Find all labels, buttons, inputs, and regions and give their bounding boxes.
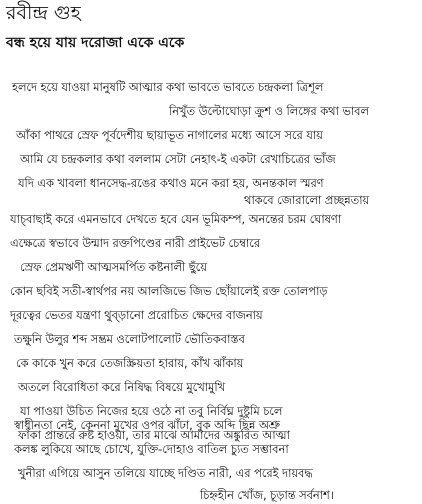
poem-title: বন্ধ হয়ে যায় দরোজা একে একে xyxy=(6,35,185,51)
poem-line: আমি যে চন্দ্রকলার কথা বললাম সেটা নেহাৎ-ই একটা রেখাচিত্রের ভাঁজ xyxy=(20,152,336,166)
poem-author: রবীন্দ্র গুহ xyxy=(6,2,81,24)
poem-line: কে কাকে খুন করে তেজস্ক্রিয়তা হারায়, কাঁখ ঝাঁকায় xyxy=(16,356,244,370)
poem-line: এক্ষেত্রে স্বভাবে উন্মাদ রক্তপিণ্ডের নারী প্রাইভেট চেম্বারে xyxy=(10,236,261,250)
poem-line: চিহ্নহীন খোঁজ, চূড়ান্ত সর্বনাশ। xyxy=(200,488,334,502)
poem-line: থাকবে জোরালো প্রচ্ছন্নতায় xyxy=(244,193,370,207)
poem-line: কোন ছবিই সতী-স্বার্থপর নয় আলজিভে জিভ ছোঁয়ালেই রক্ত তোলপাড় xyxy=(10,284,328,298)
poem-line: স্বাধীনতা নেই, কেননা মুখের ওপর ঝাঁঢা, বুক অব্দি ছিন্ন অশ্রু xyxy=(14,418,280,432)
poem-line: আঁকা পাথরে স্রেফ পূর্বদেশীয় ছায়াভূত নাগালের মধ্যে আসে সরে যায় xyxy=(16,128,323,142)
poem-line: অতলে বিরোধিতা করে নিষিদ্ধ বিষয়ে মুখোমুখি xyxy=(18,380,226,394)
poem-line: যদি এক খাবলা ধানসেদ্ধ-রঙের কথাও মনে করা হয়, অনন্তকাল স্মরণ xyxy=(18,176,324,190)
poem-line: কলঙ্ক লুকিয়ে আছে চোখে, যুক্তি-দোহাও বাতিল চ্যুত সম্ভাবনা xyxy=(14,442,289,456)
poem-line: দূরত্বের ভেতর যন্ত্রণা থুব্‌ড়ানো প্ররোচিত ক্ষেদের বাজনায় xyxy=(10,308,263,322)
poem-line: খুনীরা এগিয়ে আসুন তলিয়ে যাচ্ছে দণ্ডিত নারী, এর পরেই দায়বদ্ধ xyxy=(18,466,313,480)
poem-line: স্রেফ প্রেমঋণী আত্মসমর্পিত কষ্টনালী ছুঁয়ে xyxy=(20,260,207,274)
poem-line: নিখুঁত উল্টোঘোড়া ক্রুশ ও লিঙ্গের কথা ভাবল xyxy=(169,104,369,118)
poem-line: ফাঁকা প্রান্তরে রুষ্ট হাওয়া, তার মাঝে আমাদের অঙ্কুরিত আত্মা xyxy=(18,428,290,442)
poem-line: তক্ষুনি উলুর শব্দ সম্ভ্রম ওলোটপালোট ভৌতিকবাস্তব xyxy=(14,332,245,346)
poem-line: যা পাওয়া উচিত নিজের হয়ে ওঠে না তবু নির্বিঘ্ন দুষ্টুমি চলে xyxy=(20,404,283,418)
poem-line: হলদে হয়ে যাওয়া মানুষটি আত্মার কথা ভাবতে ভাবতে চন্দ্রকলা ত্রিশূল xyxy=(12,80,324,94)
poem-line: যাচ্‌বাছাই করে এমনভাবে দেখতে হবে যেন ভূমিকম্প, অনন্তের চরম ঘোষণা xyxy=(10,212,342,226)
